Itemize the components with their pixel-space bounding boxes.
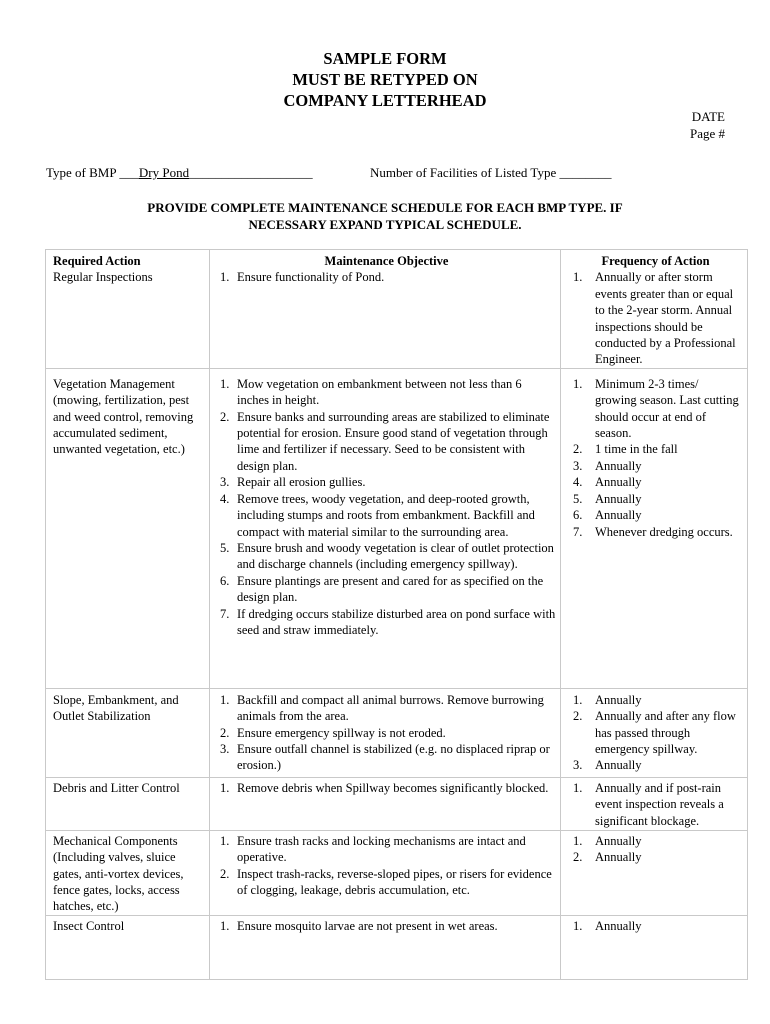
list-item: 1. Minimum 2-3 times/ growing season. Last cutting should occur at end of season. <box>573 376 739 441</box>
objective-cell <box>210 777 561 830</box>
list-item: 2. Inspect trash-racks, reverse-sloped pipes, or risers for evidence of clogging, leakage, debris accumulation, etc. <box>220 866 552 898</box>
frequency-list <box>568 780 743 829</box>
list-item: 1. Annually <box>573 918 642 933</box>
action-cell: Insect Control <box>46 915 210 979</box>
list-item: 5. Ensure brush and woody vegetation is clear of outlet protection and discharge channels (including emergency spillway). <box>220 540 554 572</box>
list-item: 1. Annually <box>573 692 642 707</box>
required-action: Regular Inspections <box>53 270 153 285</box>
objective-cell <box>210 830 561 915</box>
bmp-type-line <box>46 165 313 181</box>
header-required-action: Required Action <box>53 254 141 268</box>
table-row <box>46 368 748 688</box>
list-item: 1. Ensure trash racks and locking mechanisms are intact and operative. <box>220 833 526 865</box>
frequency-cell <box>561 368 748 688</box>
frequency-list <box>568 918 743 934</box>
objective-list <box>217 269 556 285</box>
page-label: Page # <box>689 126 725 141</box>
list-item: 1. Annually <box>573 833 642 848</box>
list-item: 6. Annually <box>573 508 642 523</box>
list-item: 1. Annually or after storm events greater than or equal to the 2-year storm. Annual inspections should be conducted by a Professional Engineer. <box>573 270 736 367</box>
action-cell: Vegetation Management (mowing, fertilization, pest and weed control, removing accumulated sediment, unwanted vegetation, etc.) <box>46 368 210 688</box>
frequency-cell <box>561 915 748 979</box>
list-item: 4. Annually <box>573 475 642 490</box>
title-line: MUST BE RETYPED ON <box>292 70 478 89</box>
objective-list <box>217 833 556 899</box>
header-frequency: Frequency of Action <box>601 254 710 268</box>
list-item: 2. 1 time in the fall <box>573 442 678 457</box>
date-label: DATE <box>691 109 725 124</box>
list-item: 3. Ensure outfall channel is stabilized (e.g. no displaced riprap or erosion.) <box>220 742 550 773</box>
list-item: 5. Annually <box>573 491 642 506</box>
frequency-cell <box>561 777 748 830</box>
bmp-type-label: Type of BMP ___ <box>46 165 139 180</box>
instructions <box>0 199 770 233</box>
objective-list <box>217 918 556 934</box>
bmp-type-value: Dry Pond <box>138 165 190 180</box>
facilities-count-line: Number of Facilities of Listed Type ________ <box>370 165 612 180</box>
objective-list <box>217 376 556 639</box>
list-item: 6. Ensure plantings are present and cared for as specified on the design plan. <box>220 573 544 605</box>
frequency-cell <box>561 250 748 369</box>
frequency-list <box>568 376 743 540</box>
frequency-list <box>568 833 743 866</box>
objective-cell <box>210 368 561 688</box>
table-row <box>46 830 748 915</box>
frequency-list <box>568 269 743 367</box>
action-cell: Debris and Litter Control <box>46 777 210 830</box>
list-item: 3. Annually <box>573 458 642 473</box>
objective-cell <box>210 250 561 369</box>
list-item: 1. Ensure functionality of Pond. <box>220 270 385 285</box>
list-item: 1. Remove debris when Spillway becomes significantly blocked. <box>220 780 549 795</box>
table-row <box>46 250 748 369</box>
list-item: 1. Ensure mosquito larvae are not present in wet areas. <box>220 918 498 933</box>
instruction-line: PROVIDE COMPLETE MAINTENANCE SCHEDULE FOR EACH BMP TYPE. IF <box>147 200 623 215</box>
list-item: 4. Remove trees, woody vegetation, and deep-rooted growth, including stumps and roots from embankment. Backfill and compact with material similar to the surrounding area. <box>220 491 535 539</box>
header-maintenance-objective: Maintenance Objective <box>324 254 449 268</box>
action-cell <box>46 250 210 369</box>
list-item: 1. Backfill and compact all animal burrows. Remove burrowing animals from the area. <box>220 692 544 724</box>
list-item: 7. If dredging occurs stabilize disturbed area on pond surface with seed and straw immediately. <box>220 606 556 637</box>
objective-cell <box>210 915 561 979</box>
frequency-list <box>568 692 743 774</box>
list-item: 2. Annually <box>573 850 642 865</box>
instruction-line: NECESSARY EXPAND TYPICAL SCHEDULE. <box>248 217 522 232</box>
list-item: 3. Repair all erosion gullies. <box>220 475 366 490</box>
objective-cell <box>210 688 561 777</box>
list-item: 1. Annually and if post-rain event inspection reveals a significant blockage. <box>573 780 724 828</box>
table-row <box>46 688 748 777</box>
list-item: 1. Mow vegetation on embankment between not less than 6 inches in height. <box>220 376 522 408</box>
objective-list <box>217 780 556 796</box>
title-line: SAMPLE FORM <box>323 49 447 68</box>
frequency-cell <box>561 830 748 915</box>
objective-list <box>217 692 556 774</box>
maintenance-schedule-table <box>45 249 748 980</box>
list-item: 2. Ensure emergency spillway is not eroded. <box>220 725 446 740</box>
frequency-cell <box>561 688 748 777</box>
list-item: 2. Annually and after any flow has passed through emergency spillway. <box>573 709 736 757</box>
table-row <box>46 777 748 830</box>
list-item: 2. Ensure banks and surrounding areas are stabilized to eliminate potential for erosion. Ensure good stand of vegetation through lime and fertilizer if necessary. Seed to be consistent with design plan. <box>220 409 550 473</box>
action-cell: Mechanical Components (Including valves, sluice gates, anti-vortex devices, fence gates, locks, access hatches, etc.) <box>46 830 210 915</box>
date-block <box>690 108 725 142</box>
action-cell: Slope, Embankment, and Outlet Stabilization <box>46 688 210 777</box>
bmp-type-blank: ___________________ <box>189 165 313 180</box>
form-title <box>0 48 770 111</box>
table-row <box>46 915 748 979</box>
list-item: 3. Annually <box>573 758 642 773</box>
list-item: 7. Whenever dredging occurs. <box>573 524 733 539</box>
title-line: COMPANY LETTERHEAD <box>283 91 487 110</box>
